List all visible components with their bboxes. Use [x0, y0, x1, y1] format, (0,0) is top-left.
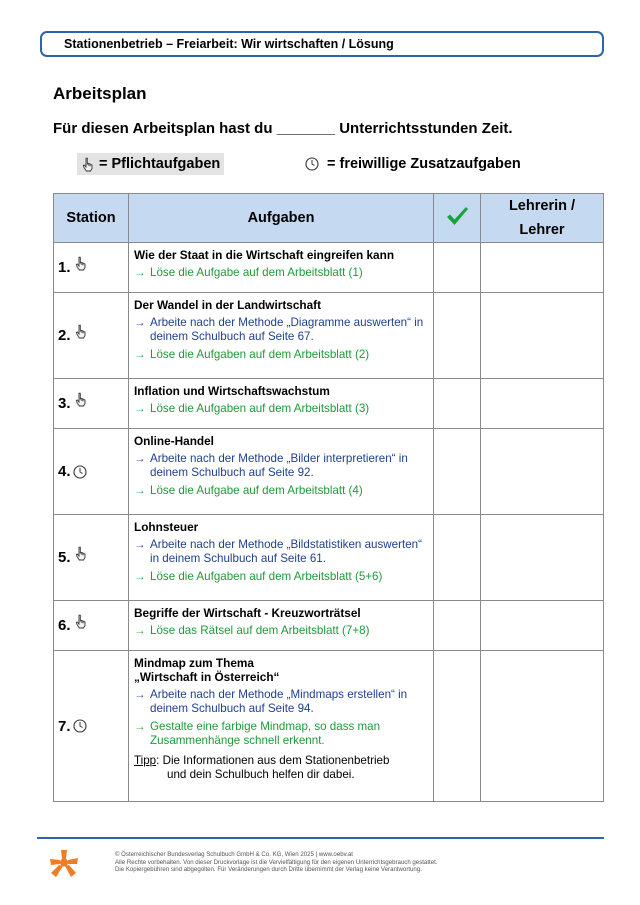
- clock-icon: [305, 157, 319, 171]
- task-instruction: → Löse die Aufgabe auf dem Arbeitsblatt (4): [134, 484, 363, 497]
- hand-pointer-icon: [74, 392, 88, 407]
- table-row: [54, 429, 604, 515]
- station-number: 1.: [58, 259, 71, 276]
- check-cell[interactable]: [434, 651, 481, 802]
- page-title: Arbeitsplan: [53, 84, 147, 103]
- task-cell: [129, 243, 434, 293]
- header-title: Stationenbetrieb – Freiarbeit: Wir wirtschaften / Lösung: [64, 37, 394, 51]
- task-cell: [129, 429, 434, 515]
- table-row: [54, 243, 604, 293]
- task-instruction: → Löse die Aufgabe auf dem Arbeitsblatt (1): [134, 266, 363, 279]
- station-cell: [54, 601, 129, 651]
- task-title: Begriffe der Wirtschaft - Kreuzworträtsel: [134, 606, 361, 620]
- task-instruction: → Löse das Rätsel auf dem Arbeitsblatt (7+8): [134, 624, 370, 637]
- legend-mandatory: [77, 153, 224, 175]
- station-cell: [54, 379, 129, 429]
- task-title: Mindmap zum Thema: [134, 656, 254, 670]
- legend-optional-label: = freiwillige Zusatzaufgaben: [327, 156, 521, 172]
- check-cell[interactable]: [434, 601, 481, 651]
- station-cell: [54, 243, 129, 293]
- table-row: [54, 651, 604, 802]
- station-cell: [54, 429, 129, 515]
- footer-line-3: Die Kopiergebühren sind abgegolten. Für Veränderungen durch Dritte übernimmt der Verlag keine Verantwortung.: [115, 866, 422, 874]
- table-row: [54, 293, 604, 379]
- station-cell: [54, 293, 129, 379]
- task-instruction: → Löse die Aufgaben auf dem Arbeitsblatt (5+6): [134, 570, 383, 583]
- footer-divider: [37, 837, 604, 839]
- tip-label: Tipp: [134, 754, 157, 767]
- teacher-cell[interactable]: [481, 243, 604, 293]
- task-cell: [129, 515, 434, 601]
- task-instruction: → Löse die Aufgaben auf dem Arbeitsblatt (3): [134, 402, 370, 415]
- header-station: Station: [54, 194, 129, 243]
- header-box: [40, 31, 604, 57]
- station-number: 7.: [58, 717, 71, 735]
- task-method: → Arbeite nach der Methode „Diagramme auswerten“ in deinem Schulbuch auf Seite 67.: [134, 316, 424, 343]
- task-title: Lohnsteuer: [134, 520, 199, 534]
- hand-pointer-icon: [74, 256, 88, 271]
- teacher-cell[interactable]: [481, 429, 604, 515]
- task-instruction: → Gestalte eine farbige Mindmap, so dass man Zusammenhänge schnell erkennt.: [134, 720, 381, 747]
- tip-text: Tipp: Die Informationen aus dem Stationenbetrieb und dein Schulbuch helfen dir dabei.: [134, 754, 428, 782]
- table-row: [54, 515, 604, 601]
- oebv-logo-icon: [50, 850, 78, 878]
- hand-pointer-icon: [74, 324, 88, 339]
- hand-pointer-icon: [81, 157, 95, 172]
- task-method: → Arbeite nach der Methode „Bilder interpretieren“ in deinem Schulbuch auf Seite 92.: [134, 452, 408, 479]
- check-cell[interactable]: [434, 293, 481, 379]
- teacher-cell[interactable]: [481, 379, 604, 429]
- hand-pointer-icon: [74, 614, 88, 629]
- header-check: [434, 194, 481, 243]
- footer-legal: [115, 851, 437, 874]
- check-cell[interactable]: [434, 429, 481, 515]
- task-title: Online-Handel: [134, 434, 214, 448]
- station-number: 2.: [58, 327, 71, 344]
- clock-icon: [73, 719, 87, 733]
- header-tasks: Aufgaben: [129, 194, 434, 243]
- task-title-line2: „Wirtschaft in Österreich“: [134, 670, 280, 684]
- teacher-cell[interactable]: [481, 651, 604, 802]
- task-title: Der Wandel in der Landwirtschaft: [134, 298, 322, 312]
- station-number: 5.: [58, 549, 71, 566]
- table-row: [54, 601, 604, 651]
- task-instruction: → Löse die Aufgaben auf dem Arbeitsblatt (2): [134, 348, 370, 361]
- task-method: → Arbeite nach der Methode „Mindmaps erstellen“ in deinem Schulbuch auf Seite 94.: [134, 688, 408, 715]
- table-header-row: [54, 194, 604, 243]
- footer-line-1: © Österreichischer Bundesverlag Schulbuch GmbH & Co. KG, Wien 2025 | www.oebv.at: [115, 851, 353, 858]
- task-cell: [129, 379, 434, 429]
- teacher-cell[interactable]: [481, 293, 604, 379]
- table-row: [54, 379, 604, 429]
- header-teacher: Lehrerin / Lehrer: [481, 194, 604, 243]
- task-method: → Arbeite nach der Methode „Bildstatistiken auswerten“ in deinem Schulbuch auf Seite 61.: [134, 538, 422, 565]
- station-number: 4.: [58, 463, 71, 480]
- station-cell: [54, 515, 129, 601]
- teacher-cell[interactable]: [481, 515, 604, 601]
- teacher-cell[interactable]: [481, 601, 604, 651]
- work-plan-table: [53, 193, 604, 802]
- task-cell: [129, 601, 434, 651]
- tip-text-line2: und dein Schulbuch helfen dir dabei.: [167, 768, 355, 781]
- task-title: Inflation und Wirtschaftswachstum: [134, 384, 330, 398]
- check-cell[interactable]: [434, 379, 481, 429]
- check-cell[interactable]: [434, 515, 481, 601]
- clock-icon: [73, 465, 87, 479]
- station-number: 6.: [58, 617, 71, 634]
- check-mark-icon: [445, 205, 469, 227]
- time-line: Für diesen Arbeitsplan hast du _______ Unterrichtsstunden Zeit.: [53, 120, 513, 137]
- task-title: Wie der Staat in die Wirtschaft eingreifen kann: [134, 248, 395, 262]
- station-cell: [54, 651, 129, 802]
- hand-pointer-icon: [74, 546, 88, 561]
- task-cell: [129, 651, 434, 802]
- legend-mandatory-label: = Pflichtaufgaben: [99, 156, 221, 172]
- legend-optional: [305, 156, 521, 172]
- check-cell[interactable]: [434, 243, 481, 293]
- task-cell: [129, 293, 434, 379]
- footer-line-2: Alle Rechte vorbehalten. Von dieser Druckvorlage ist die Vervielfältigung für den eigenen Unterrichtsgebrauch gestattet.: [115, 858, 438, 866]
- station-number: 3.: [58, 395, 71, 412]
